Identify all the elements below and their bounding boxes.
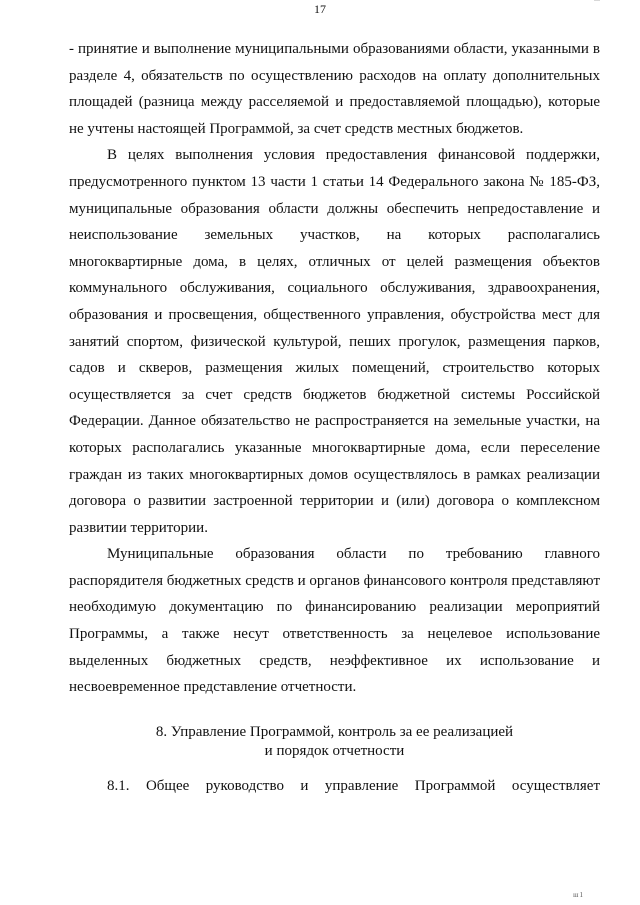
section-first-line: 8.1. Общее руководство и управление Программой осуществляет bbox=[107, 777, 600, 794]
section-heading bbox=[69, 723, 600, 761]
section-heading-line-1: 8. Управление Программой, контроль за ее реализацией bbox=[155, 723, 514, 740]
paragraph-land-plots: В целях выполнения условия предоставления финансовой поддержки, предусмотренного пунктом 13 части 1 статьи 14 Федерального закона № 185-ФЗ, муниципальные образования области должны обеспечить непредоставление и неиспользование земельных участков, на которых располагались многоквартирные дома, в целях, отличных от целей размещения объектов коммунального обслуживания, социального обслуживания, здравоохранения, образования и просвещения, общественного управления, обустройства мест для занятий спортом, физической культурой, пеших прогулок, размещения парков, садов и скверов, размещения жилых помещений, строительство которых осуществляется за счет средств бюджетов бюджетной системы Российской Федерации. Данное обязательство не распространяется на земельные участки, на которых располагались указанные многоквартирные дома, если переселение граждан из таких многоквартирных домов осуществлялось в рамках реализации договора о развитии застроенной территории и (или) договора о комплексном развитии территории. bbox=[69, 147, 600, 536]
paragraph-documentation: Муниципальные образования области по требованию главного распорядителя бюджетных средств и органов финансового контроля представляют необходимую документацию по финансированию реализации мероприятий Программы, а также несут ответственность за нецелевое использование выделенных бюджетных средств, неэффективное их использование и несвоевременное представление отчетности. bbox=[69, 546, 600, 696]
corner-mark bbox=[594, 0, 600, 3]
footer-mark: ш1 bbox=[573, 891, 584, 899]
document-body bbox=[69, 36, 600, 799]
section-heading-line-2: и порядок отчетности bbox=[264, 742, 405, 759]
paragraph-obligations: - принятие и выполнение муниципальными образованиями области, указанными в разделе 4, обязательств по осуществлению расходов на оплату дополнительных площадей (разница между расселяемой и предоставляемой площадью), которые не учтены настоящей Программой, за счет средств местных бюджетов. bbox=[69, 41, 600, 137]
page-number: 17 bbox=[314, 2, 326, 16]
